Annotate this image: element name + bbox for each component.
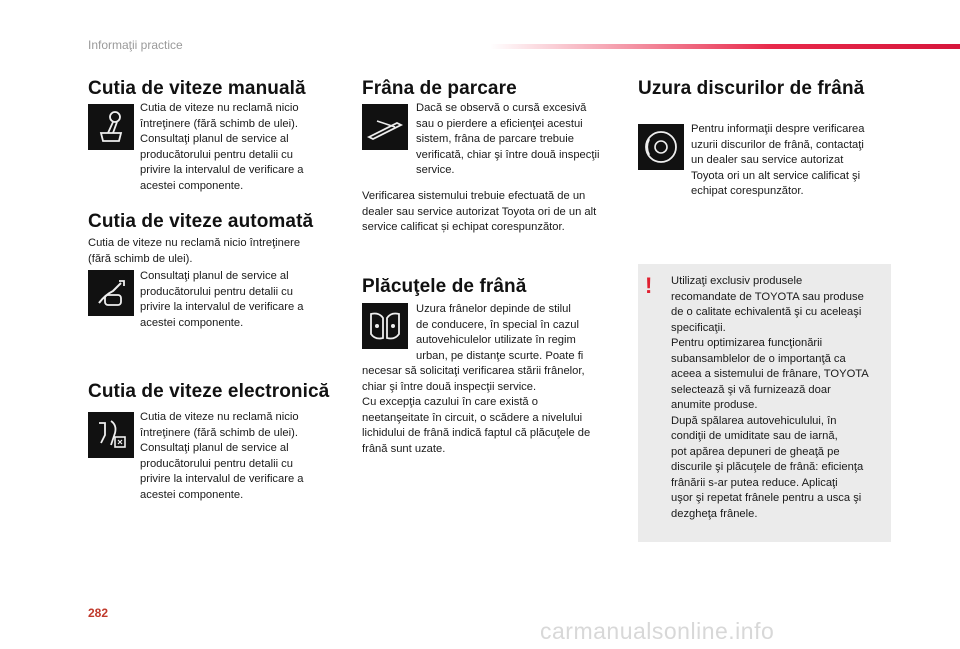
text-line: acestei componente. bbox=[140, 316, 244, 329]
brake-pads-paragraph bbox=[362, 364, 590, 457]
text-line: de o calitate echivalentă şi cu aceleaşi bbox=[671, 306, 862, 318]
text-line: uşor şi repetat frânele pentru a usca şi bbox=[671, 492, 862, 504]
parking-brake-text bbox=[416, 101, 599, 179]
text-line: După spălarea autovehiculului, în bbox=[671, 414, 837, 427]
parking-brake-icon bbox=[362, 104, 408, 150]
text-line: aceea a sistemului de frânare, TOYOTA bbox=[671, 368, 869, 380]
text-line: Uzura frânelor depinde de stilul bbox=[416, 303, 571, 315]
text-line: autovehiculelor utilizate în regim bbox=[416, 334, 576, 346]
text-line: privire la intervalul de verificare a bbox=[140, 164, 304, 176]
electronic-gearbox-heading: Cutia de viteze electronică bbox=[88, 381, 330, 402]
automatic-gearbox-heading: Cutia de viteze automată bbox=[88, 211, 314, 232]
text-line: Cutia de viteze nu reclamă nicio bbox=[140, 102, 299, 114]
text-line: Toyota ori un alt service calificat şi bbox=[691, 169, 861, 182]
text-line: Cutia de viteze nu reclamă nicio întreţinere bbox=[88, 237, 301, 249]
text-line: condiţii de umiditate sau de iarnă, bbox=[671, 430, 838, 442]
parking-brake-paragraph bbox=[362, 189, 596, 236]
text-line: verificată, chiar şi între două inspecţii bbox=[416, 148, 600, 161]
automatic-gearshift-icon bbox=[88, 270, 134, 316]
text-line: frânării s-ar putea reduce. Aplicaţi bbox=[671, 476, 838, 489]
running-header: Informaţii practice bbox=[88, 38, 183, 52]
text-line: Cu excepţia cazului în care există o bbox=[362, 396, 538, 408]
text-line: acestei componente. bbox=[140, 179, 244, 192]
text-line: subansamblelor de o importanţă ca bbox=[671, 352, 846, 365]
text-line: (fără schimb de ulei). bbox=[88, 252, 193, 265]
warning-text bbox=[671, 274, 869, 522]
text-line: Pentru informaţii despre verificarea bbox=[691, 123, 865, 135]
text-line: Cutia de viteze nu reclamă nicio bbox=[140, 411, 299, 423]
automatic-gearbox-intro bbox=[88, 236, 300, 267]
text-line: Consultaţi planul de service al bbox=[140, 442, 289, 454]
text-line: întreţinere (fără schimb de ulei). bbox=[140, 426, 298, 439]
brake-pads-heading: Plăcuţele de frână bbox=[362, 276, 527, 297]
text-line: privire la intervalul de verificare a bbox=[140, 473, 304, 485]
text-line: chiar şi între două inspecţii service. bbox=[362, 380, 537, 393]
text-line: producătorului pentru detalii cu bbox=[140, 285, 293, 298]
manual-gearbox-text bbox=[140, 101, 304, 194]
text-line: discurile şi plăcuţele de frână: eficienţa bbox=[671, 461, 864, 473]
watermark: carmanualsonline.info bbox=[540, 618, 775, 644]
text-line: Verificarea sistemului trebuie efectuată de un bbox=[362, 190, 586, 202]
text-line: specificaţii. bbox=[671, 321, 726, 334]
text-line: producătorului pentru detalii cu bbox=[140, 457, 293, 470]
text-line: dezgheţa frânele. bbox=[671, 507, 758, 520]
text-line: anumite produse. bbox=[671, 399, 758, 411]
manual-gearbox-heading: Cutia de viteze manuală bbox=[88, 78, 306, 99]
text-line: sistem, frâna de parcare trebuie bbox=[416, 133, 574, 145]
text-line: acestei componente. bbox=[140, 488, 244, 501]
brake-pads-text bbox=[416, 302, 583, 364]
text-line: Pentru optimizarea funcţionării bbox=[671, 337, 823, 349]
text-line: urban, pe distanţe scurte. Poate fi bbox=[416, 349, 584, 362]
electronic-gearbox-text bbox=[140, 410, 304, 503]
text-line: uzurii discurilor de frână, contactaţi bbox=[691, 138, 864, 151]
text-line: Dacă se observă o cursă excesivă bbox=[416, 102, 587, 114]
text-line: lichidului de frână indică faptul că plăcuţele de bbox=[362, 427, 591, 439]
text-line: selectează şi vă furnizează doar bbox=[671, 383, 831, 396]
text-line: de conducere, în special în cazul bbox=[416, 318, 579, 331]
manual-gearshift-icon bbox=[88, 104, 134, 150]
text-line: un dealer sau service autorizat bbox=[691, 154, 844, 166]
brake-discs-heading: Uzura discurilor de frână bbox=[638, 78, 865, 99]
warning-exclamation-icon: ! bbox=[645, 273, 653, 298]
electronic-gearshift-icon bbox=[88, 412, 134, 458]
text-line: dealer sau service autorizat Toyota ori de un alt bbox=[362, 205, 597, 218]
text-line: întreţinere (fără schimb de ulei). bbox=[140, 117, 298, 130]
brake-discs-text bbox=[691, 122, 864, 200]
text-line: necesar să solicitaţi verificarea stării frânelor, bbox=[362, 365, 585, 377]
header-accent-bar bbox=[490, 44, 960, 49]
text-line: Consultaţi planul de service al bbox=[140, 270, 289, 282]
text-line: service. bbox=[416, 164, 455, 176]
text-line: sau o pierdere a eficienţei acestui bbox=[416, 117, 583, 130]
brake-pads-icon bbox=[362, 303, 408, 349]
text-line: producătorului pentru detalii cu bbox=[140, 148, 293, 161]
text-line: privire la intervalul de verificare a bbox=[140, 301, 304, 313]
text-line: service calificat și echipat corespunzător. bbox=[362, 221, 565, 233]
text-line: Consultaţi planul de service al bbox=[140, 133, 289, 145]
text-line: echipat corespunzător. bbox=[691, 185, 804, 197]
brake-disc-icon bbox=[638, 124, 684, 170]
text-line: Utilizaţi exclusiv produsele bbox=[671, 275, 803, 287]
text-line: recomandate de TOYOTA sau produse bbox=[671, 290, 864, 303]
text-line: neetanşeitate în circuit, o scădere a nivelului bbox=[362, 411, 583, 424]
text-line: frână sunt uzate. bbox=[362, 442, 446, 455]
page-number: 282 bbox=[88, 606, 109, 620]
automatic-gearbox-text bbox=[140, 269, 304, 331]
text-line: pot apărea depuneri de gheaţă pe bbox=[671, 445, 840, 458]
parking-brake-heading: Frâna de parcare bbox=[362, 78, 517, 99]
